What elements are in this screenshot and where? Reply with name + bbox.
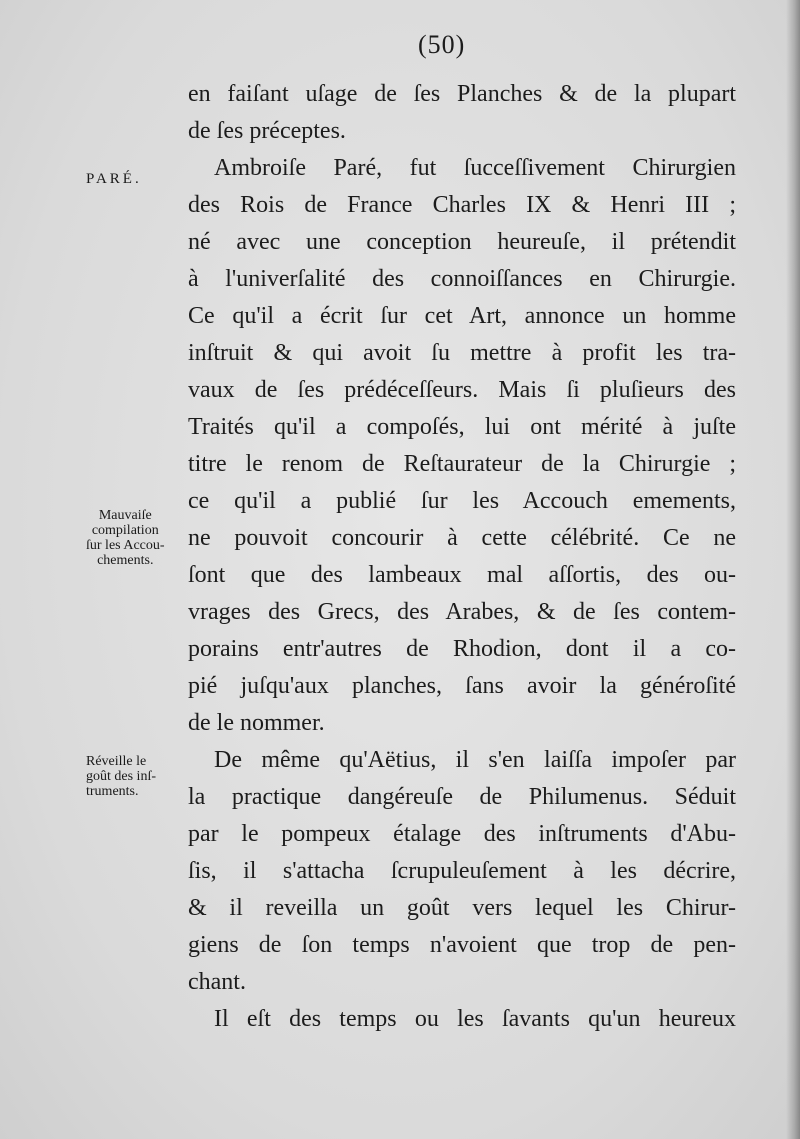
text-line: en faiſant uſage de ſes Planches & de la plupart [188, 81, 736, 107]
margin-note-line: Mauvaiſe [98, 508, 152, 523]
text-line: chant. [188, 969, 246, 995]
text-line: ne pouvoit concourir à cette célébrité. Ce ne [188, 525, 736, 551]
text-line: né avec une conception heureuſe, il prétendit [188, 229, 736, 255]
text-line: porains entr'autres de Rhodion, dont il a co- [188, 636, 736, 662]
text-line: à l'univerſalité des connoiſſances en Chirurgie. [188, 266, 736, 292]
margin-note-line: PARÉ. [86, 171, 142, 187]
text-line: ce qu'il a publié ſur les Accouch emements, [188, 488, 736, 514]
text-line: Traités qu'il a compoſés, lui ont mérité à juſte [188, 414, 736, 440]
text-line: titre le renom de Reſtaurateur de la Chirurgie ; [188, 451, 736, 477]
text-line: ſont que des lambeaux mal aſſortis, des ou- [188, 562, 736, 588]
page-edge-shadow [786, 0, 800, 1139]
text-line: & il reveilla un goût vers lequel les Chirur- [188, 895, 736, 921]
margin-note-line: truments. [86, 784, 139, 799]
text-line: par le pompeux étalage des inſtruments d'Abu- [188, 821, 736, 847]
margin-note-reveille [86, 754, 156, 799]
margin-note-line: Réveille le [86, 754, 147, 769]
margin-note-line: chements. [97, 553, 154, 568]
margin-note-line: compilation [91, 523, 159, 538]
text-line: De même qu'Aëtius, il s'en laiſſa impoſer par [214, 747, 736, 773]
text-line: pié juſqu'aux planches, ſans avoir la généroſité [188, 673, 736, 699]
margin-note-pare [86, 172, 142, 187]
body-text [188, 76, 736, 1038]
text-line: vrages des Grecs, des Arabes, & de ſes contem- [188, 599, 736, 625]
page-number: (50) [418, 30, 466, 59]
text-line: vaux de ſes prédéceſſeurs. Mais ſi pluſieurs des [188, 377, 736, 403]
text-line: de ſes préceptes. [188, 118, 346, 144]
text-line: la practique dangéreuſe de Philumenus. Séduit [188, 784, 736, 810]
text-line: Ambroiſe Paré, fut ſucceſſivement Chirurgien [214, 155, 736, 181]
text-line: giens de ſon temps n'avoient que trop de pen- [188, 932, 736, 958]
text-line: des Rois de France Charles IX & Henri III ; [188, 192, 736, 218]
margin-note-mauvaise-compilation [86, 508, 165, 568]
text-line: inſtruit & qui avoit ſu mettre à profit les tra- [188, 340, 736, 366]
margin-note-line: goût des inſ- [86, 769, 156, 784]
text-line: Ce qu'il a écrit ſur cet Art, annonce un homme [188, 303, 736, 329]
text-line: Il eſt des temps ou les ſavants qu'un heureux [214, 1006, 736, 1032]
text-line: de le nommer. [188, 710, 325, 736]
margin-note-line: ſur les Accou- [86, 538, 165, 553]
text-line: ſis, il s'attacha ſcrupuleuſement à les décrire, [188, 858, 736, 884]
